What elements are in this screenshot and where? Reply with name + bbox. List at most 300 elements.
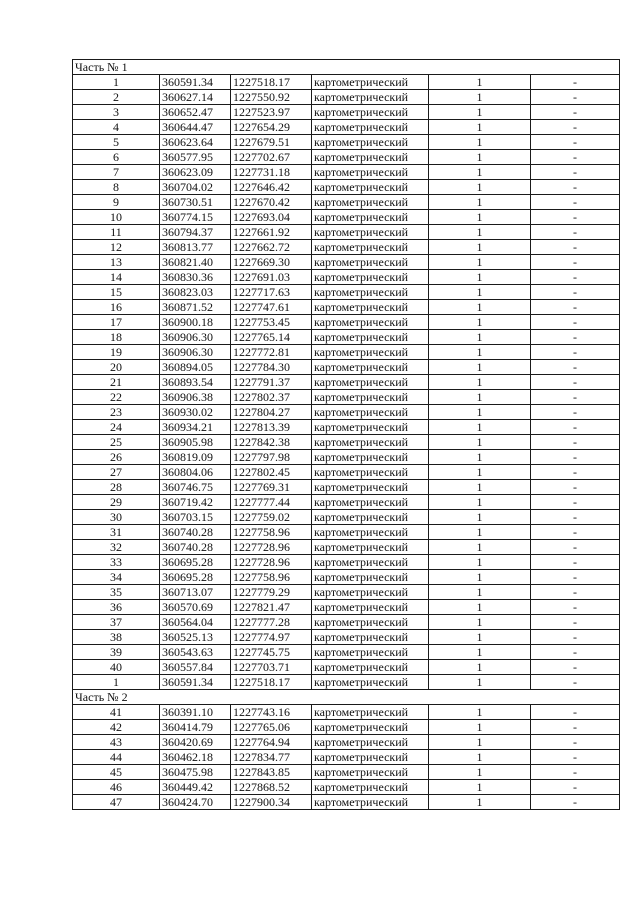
table-row bbox=[73, 360, 620, 375]
point-number-cell: 28 bbox=[73, 480, 160, 495]
y-coordinate-cell: 1227802.45 bbox=[231, 465, 312, 480]
method-cell: картометрический bbox=[312, 135, 429, 150]
table-row bbox=[73, 555, 620, 570]
point-number-cell: 25 bbox=[73, 435, 160, 450]
table-row bbox=[73, 480, 620, 495]
method-cell: картометрический bbox=[312, 315, 429, 330]
point-number-cell: 37 bbox=[73, 615, 160, 630]
description-cell: - bbox=[531, 720, 620, 735]
table-row bbox=[73, 210, 620, 225]
y-coordinate-cell: 1227646.42 bbox=[231, 180, 312, 195]
method-cell: картометрический bbox=[312, 360, 429, 375]
method-cell: картометрический bbox=[312, 525, 429, 540]
point-number-cell: 24 bbox=[73, 420, 160, 435]
y-coordinate-cell: 1227745.75 bbox=[231, 645, 312, 660]
accuracy-cell: 1 bbox=[429, 240, 531, 255]
method-cell: картометрический bbox=[312, 645, 429, 660]
y-coordinate-cell: 1227784.30 bbox=[231, 360, 312, 375]
method-cell: картометрический bbox=[312, 255, 429, 270]
table-row bbox=[73, 780, 620, 795]
point-number-cell: 42 bbox=[73, 720, 160, 735]
description-cell: - bbox=[531, 120, 620, 135]
accuracy-cell: 1 bbox=[429, 210, 531, 225]
y-coordinate-cell: 1227703.71 bbox=[231, 660, 312, 675]
method-cell: картометрический bbox=[312, 180, 429, 195]
accuracy-cell: 1 bbox=[429, 540, 531, 555]
x-coordinate-cell: 360774.15 bbox=[160, 210, 231, 225]
x-coordinate-cell: 360740.28 bbox=[160, 540, 231, 555]
x-coordinate-cell: 360543.63 bbox=[160, 645, 231, 660]
y-coordinate-cell: 1227654.29 bbox=[231, 120, 312, 135]
method-cell: картометрический bbox=[312, 150, 429, 165]
method-cell: картометрический bbox=[312, 75, 429, 90]
y-coordinate-cell: 1227791.37 bbox=[231, 375, 312, 390]
table-row bbox=[73, 180, 620, 195]
y-coordinate-cell: 1227758.96 bbox=[231, 570, 312, 585]
point-number-cell: 1 bbox=[73, 75, 160, 90]
method-cell: картометрический bbox=[312, 675, 429, 690]
x-coordinate-cell: 360871.52 bbox=[160, 300, 231, 315]
description-cell: - bbox=[531, 165, 620, 180]
description-cell: - bbox=[531, 255, 620, 270]
x-coordinate-cell: 360794.37 bbox=[160, 225, 231, 240]
table-row bbox=[73, 570, 620, 585]
y-coordinate-cell: 1227797.98 bbox=[231, 450, 312, 465]
description-cell: - bbox=[531, 360, 620, 375]
point-number-cell: 27 bbox=[73, 465, 160, 480]
point-number-cell: 23 bbox=[73, 405, 160, 420]
point-number-cell: 5 bbox=[73, 135, 160, 150]
point-number-cell: 1 bbox=[73, 675, 160, 690]
method-cell: картометрический bbox=[312, 120, 429, 135]
x-coordinate-cell: 360449.42 bbox=[160, 780, 231, 795]
x-coordinate-cell: 360704.02 bbox=[160, 180, 231, 195]
point-number-cell: 47 bbox=[73, 795, 160, 810]
coordinates-sheet bbox=[72, 59, 619, 810]
table-row bbox=[73, 135, 620, 150]
coordinates-table-body bbox=[73, 60, 620, 810]
y-coordinate-cell: 1227661.92 bbox=[231, 225, 312, 240]
x-coordinate-cell: 360713.07 bbox=[160, 585, 231, 600]
method-cell: картометрический bbox=[312, 270, 429, 285]
y-coordinate-cell: 1227759.02 bbox=[231, 510, 312, 525]
point-number-cell: 36 bbox=[73, 600, 160, 615]
table-row bbox=[73, 660, 620, 675]
point-number-cell: 15 bbox=[73, 285, 160, 300]
method-cell: картометрический bbox=[312, 660, 429, 675]
accuracy-cell: 1 bbox=[429, 270, 531, 285]
method-cell: картометрический bbox=[312, 495, 429, 510]
accuracy-cell: 1 bbox=[429, 585, 531, 600]
table-row bbox=[73, 735, 620, 750]
x-coordinate-cell: 360644.47 bbox=[160, 120, 231, 135]
point-number-cell: 7 bbox=[73, 165, 160, 180]
description-cell: - bbox=[531, 375, 620, 390]
description-cell: - bbox=[531, 510, 620, 525]
accuracy-cell: 1 bbox=[429, 360, 531, 375]
table-row bbox=[73, 150, 620, 165]
accuracy-cell: 1 bbox=[429, 630, 531, 645]
x-coordinate-cell: 360900.18 bbox=[160, 315, 231, 330]
x-coordinate-cell: 360823.03 bbox=[160, 285, 231, 300]
description-cell: - bbox=[531, 75, 620, 90]
y-coordinate-cell: 1227728.96 bbox=[231, 555, 312, 570]
description-cell: - bbox=[531, 495, 620, 510]
accuracy-cell: 1 bbox=[429, 330, 531, 345]
accuracy-cell: 1 bbox=[429, 180, 531, 195]
x-coordinate-cell: 360570.69 bbox=[160, 600, 231, 615]
table-row bbox=[73, 600, 620, 615]
accuracy-cell: 1 bbox=[429, 780, 531, 795]
description-cell: - bbox=[531, 795, 620, 810]
point-number-cell: 19 bbox=[73, 345, 160, 360]
y-coordinate-cell: 1227669.30 bbox=[231, 255, 312, 270]
y-coordinate-cell: 1227777.28 bbox=[231, 615, 312, 630]
table-row bbox=[73, 795, 620, 810]
table-row bbox=[73, 240, 620, 255]
point-number-cell: 21 bbox=[73, 375, 160, 390]
description-cell: - bbox=[531, 315, 620, 330]
table-row bbox=[73, 495, 620, 510]
point-number-cell: 22 bbox=[73, 390, 160, 405]
method-cell: картометрический bbox=[312, 540, 429, 555]
description-cell: - bbox=[531, 435, 620, 450]
y-coordinate-cell: 1227842.38 bbox=[231, 435, 312, 450]
table-row bbox=[73, 525, 620, 540]
description-cell: - bbox=[531, 105, 620, 120]
description-cell: - bbox=[531, 135, 620, 150]
y-coordinate-cell: 1227821.47 bbox=[231, 600, 312, 615]
section-title: Часть № 1 bbox=[73, 60, 620, 75]
y-coordinate-cell: 1227868.52 bbox=[231, 780, 312, 795]
y-coordinate-cell: 1227702.67 bbox=[231, 150, 312, 165]
table-row bbox=[73, 750, 620, 765]
table-row bbox=[73, 75, 620, 90]
y-coordinate-cell: 1227758.96 bbox=[231, 525, 312, 540]
accuracy-cell: 1 bbox=[429, 165, 531, 180]
point-number-cell: 18 bbox=[73, 330, 160, 345]
accuracy-cell: 1 bbox=[429, 390, 531, 405]
description-cell: - bbox=[531, 735, 620, 750]
method-cell: картометрический bbox=[312, 465, 429, 480]
method-cell: картометрический bbox=[312, 570, 429, 585]
point-number-cell: 4 bbox=[73, 120, 160, 135]
table-row bbox=[73, 450, 620, 465]
description-cell: - bbox=[531, 90, 620, 105]
point-number-cell: 38 bbox=[73, 630, 160, 645]
point-number-cell: 35 bbox=[73, 585, 160, 600]
table-row bbox=[73, 630, 620, 645]
x-coordinate-cell: 360719.42 bbox=[160, 495, 231, 510]
description-cell: - bbox=[531, 270, 620, 285]
table-row bbox=[73, 435, 620, 450]
x-coordinate-cell: 360813.77 bbox=[160, 240, 231, 255]
y-coordinate-cell: 1227769.31 bbox=[231, 480, 312, 495]
point-number-cell: 9 bbox=[73, 195, 160, 210]
point-number-cell: 3 bbox=[73, 105, 160, 120]
table-row bbox=[73, 195, 620, 210]
method-cell: картометрический bbox=[312, 765, 429, 780]
description-cell: - bbox=[531, 180, 620, 195]
description-cell: - bbox=[531, 285, 620, 300]
method-cell: картометрический bbox=[312, 615, 429, 630]
table-row bbox=[73, 375, 620, 390]
accuracy-cell: 1 bbox=[429, 795, 531, 810]
accuracy-cell: 1 bbox=[429, 105, 531, 120]
x-coordinate-cell: 360906.38 bbox=[160, 390, 231, 405]
x-coordinate-cell: 360420.69 bbox=[160, 735, 231, 750]
description-cell: - bbox=[531, 750, 620, 765]
x-coordinate-cell: 360627.14 bbox=[160, 90, 231, 105]
accuracy-cell: 1 bbox=[429, 765, 531, 780]
description-cell: - bbox=[531, 405, 620, 420]
description-cell: - bbox=[531, 660, 620, 675]
point-number-cell: 30 bbox=[73, 510, 160, 525]
y-coordinate-cell: 1227728.96 bbox=[231, 540, 312, 555]
accuracy-cell: 1 bbox=[429, 195, 531, 210]
description-cell: - bbox=[531, 645, 620, 660]
point-number-cell: 45 bbox=[73, 765, 160, 780]
method-cell: картометрический bbox=[312, 300, 429, 315]
x-coordinate-cell: 360525.13 bbox=[160, 630, 231, 645]
x-coordinate-cell: 360906.30 bbox=[160, 345, 231, 360]
table-row bbox=[73, 540, 620, 555]
method-cell: картометрический bbox=[312, 195, 429, 210]
table-row bbox=[73, 270, 620, 285]
method-cell: картометрический bbox=[312, 720, 429, 735]
table-row bbox=[73, 165, 620, 180]
description-cell: - bbox=[531, 150, 620, 165]
x-coordinate-cell: 360557.84 bbox=[160, 660, 231, 675]
x-coordinate-cell: 360414.79 bbox=[160, 720, 231, 735]
method-cell: картометрический bbox=[312, 705, 429, 720]
description-cell: - bbox=[531, 240, 620, 255]
table-row bbox=[73, 675, 620, 690]
description-cell: - bbox=[531, 390, 620, 405]
table-row bbox=[73, 285, 620, 300]
method-cell: картометрический bbox=[312, 210, 429, 225]
x-coordinate-cell: 360695.28 bbox=[160, 555, 231, 570]
y-coordinate-cell: 1227753.45 bbox=[231, 315, 312, 330]
description-cell: - bbox=[531, 195, 620, 210]
accuracy-cell: 1 bbox=[429, 150, 531, 165]
accuracy-cell: 1 bbox=[429, 285, 531, 300]
method-cell: картометрический bbox=[312, 225, 429, 240]
y-coordinate-cell: 1227550.92 bbox=[231, 90, 312, 105]
table-row bbox=[73, 345, 620, 360]
y-coordinate-cell: 1227774.97 bbox=[231, 630, 312, 645]
description-cell: - bbox=[531, 780, 620, 795]
table-row bbox=[73, 330, 620, 345]
accuracy-cell: 1 bbox=[429, 705, 531, 720]
x-coordinate-cell: 360462.18 bbox=[160, 750, 231, 765]
accuracy-cell: 1 bbox=[429, 600, 531, 615]
accuracy-cell: 1 bbox=[429, 435, 531, 450]
y-coordinate-cell: 1227717.63 bbox=[231, 285, 312, 300]
accuracy-cell: 1 bbox=[429, 405, 531, 420]
x-coordinate-cell: 360894.05 bbox=[160, 360, 231, 375]
section-header-row bbox=[73, 690, 620, 705]
method-cell: картометрический bbox=[312, 435, 429, 450]
coordinates-table bbox=[72, 59, 620, 810]
method-cell: картометрический bbox=[312, 735, 429, 750]
x-coordinate-cell: 360906.30 bbox=[160, 330, 231, 345]
point-number-cell: 2 bbox=[73, 90, 160, 105]
y-coordinate-cell: 1227779.29 bbox=[231, 585, 312, 600]
description-cell: - bbox=[531, 615, 620, 630]
x-coordinate-cell: 360905.98 bbox=[160, 435, 231, 450]
method-cell: картометрический bbox=[312, 750, 429, 765]
table-row bbox=[73, 255, 620, 270]
accuracy-cell: 1 bbox=[429, 645, 531, 660]
accuracy-cell: 1 bbox=[429, 525, 531, 540]
section-title: Часть № 2 bbox=[73, 690, 620, 705]
y-coordinate-cell: 1227765.14 bbox=[231, 330, 312, 345]
description-cell: - bbox=[531, 480, 620, 495]
point-number-cell: 11 bbox=[73, 225, 160, 240]
method-cell: картометрический bbox=[312, 405, 429, 420]
y-coordinate-cell: 1227765.06 bbox=[231, 720, 312, 735]
y-coordinate-cell: 1227518.17 bbox=[231, 675, 312, 690]
method-cell: картометрический bbox=[312, 585, 429, 600]
accuracy-cell: 1 bbox=[429, 345, 531, 360]
point-number-cell: 39 bbox=[73, 645, 160, 660]
x-coordinate-cell: 360591.34 bbox=[160, 75, 231, 90]
method-cell: картометрический bbox=[312, 90, 429, 105]
x-coordinate-cell: 360821.40 bbox=[160, 255, 231, 270]
description-cell: - bbox=[531, 765, 620, 780]
table-row bbox=[73, 465, 620, 480]
table-row bbox=[73, 90, 620, 105]
description-cell: - bbox=[531, 675, 620, 690]
x-coordinate-cell: 360695.28 bbox=[160, 570, 231, 585]
description-cell: - bbox=[531, 705, 620, 720]
x-coordinate-cell: 360740.28 bbox=[160, 525, 231, 540]
x-coordinate-cell: 360475.98 bbox=[160, 765, 231, 780]
method-cell: картометрический bbox=[312, 105, 429, 120]
table-row bbox=[73, 705, 620, 720]
accuracy-cell: 1 bbox=[429, 450, 531, 465]
method-cell: картометрический bbox=[312, 390, 429, 405]
method-cell: картометрический bbox=[312, 555, 429, 570]
table-row bbox=[73, 645, 620, 660]
x-coordinate-cell: 360391.10 bbox=[160, 705, 231, 720]
x-coordinate-cell: 360623.64 bbox=[160, 135, 231, 150]
method-cell: картометрический bbox=[312, 630, 429, 645]
point-number-cell: 32 bbox=[73, 540, 160, 555]
description-cell: - bbox=[531, 300, 620, 315]
description-cell: - bbox=[531, 540, 620, 555]
x-coordinate-cell: 360703.15 bbox=[160, 510, 231, 525]
accuracy-cell: 1 bbox=[429, 495, 531, 510]
accuracy-cell: 1 bbox=[429, 375, 531, 390]
point-number-cell: 26 bbox=[73, 450, 160, 465]
accuracy-cell: 1 bbox=[429, 420, 531, 435]
accuracy-cell: 1 bbox=[429, 300, 531, 315]
section-header-row bbox=[73, 60, 620, 75]
x-coordinate-cell: 360819.09 bbox=[160, 450, 231, 465]
point-number-cell: 17 bbox=[73, 315, 160, 330]
table-row bbox=[73, 615, 620, 630]
table-row bbox=[73, 225, 620, 240]
method-cell: картометрический bbox=[312, 165, 429, 180]
method-cell: картометрический bbox=[312, 450, 429, 465]
x-coordinate-cell: 360934.21 bbox=[160, 420, 231, 435]
y-coordinate-cell: 1227670.42 bbox=[231, 195, 312, 210]
description-cell: - bbox=[531, 630, 620, 645]
y-coordinate-cell: 1227772.81 bbox=[231, 345, 312, 360]
table-row bbox=[73, 300, 620, 315]
accuracy-cell: 1 bbox=[429, 465, 531, 480]
method-cell: картометрический bbox=[312, 510, 429, 525]
table-row bbox=[73, 585, 620, 600]
method-cell: картометрический bbox=[312, 420, 429, 435]
x-coordinate-cell: 360652.47 bbox=[160, 105, 231, 120]
accuracy-cell: 1 bbox=[429, 720, 531, 735]
description-cell: - bbox=[531, 525, 620, 540]
y-coordinate-cell: 1227747.61 bbox=[231, 300, 312, 315]
y-coordinate-cell: 1227764.94 bbox=[231, 735, 312, 750]
description-cell: - bbox=[531, 555, 620, 570]
accuracy-cell: 1 bbox=[429, 615, 531, 630]
y-coordinate-cell: 1227777.44 bbox=[231, 495, 312, 510]
method-cell: картометрический bbox=[312, 480, 429, 495]
point-number-cell: 33 bbox=[73, 555, 160, 570]
method-cell: картометрический bbox=[312, 795, 429, 810]
accuracy-cell: 1 bbox=[429, 120, 531, 135]
point-number-cell: 10 bbox=[73, 210, 160, 225]
point-number-cell: 46 bbox=[73, 780, 160, 795]
x-coordinate-cell: 360746.75 bbox=[160, 480, 231, 495]
accuracy-cell: 1 bbox=[429, 750, 531, 765]
x-coordinate-cell: 360930.02 bbox=[160, 405, 231, 420]
x-coordinate-cell: 360623.09 bbox=[160, 165, 231, 180]
accuracy-cell: 1 bbox=[429, 75, 531, 90]
accuracy-cell: 1 bbox=[429, 225, 531, 240]
method-cell: картометрический bbox=[312, 345, 429, 360]
method-cell: картометрический bbox=[312, 285, 429, 300]
point-number-cell: 12 bbox=[73, 240, 160, 255]
table-row bbox=[73, 390, 620, 405]
point-number-cell: 20 bbox=[73, 360, 160, 375]
method-cell: картометрический bbox=[312, 375, 429, 390]
x-coordinate-cell: 360424.70 bbox=[160, 795, 231, 810]
point-number-cell: 14 bbox=[73, 270, 160, 285]
accuracy-cell: 1 bbox=[429, 135, 531, 150]
description-cell: - bbox=[531, 570, 620, 585]
accuracy-cell: 1 bbox=[429, 660, 531, 675]
point-number-cell: 31 bbox=[73, 525, 160, 540]
accuracy-cell: 1 bbox=[429, 570, 531, 585]
table-row bbox=[73, 405, 620, 420]
description-cell: - bbox=[531, 585, 620, 600]
point-number-cell: 41 bbox=[73, 705, 160, 720]
y-coordinate-cell: 1227843.85 bbox=[231, 765, 312, 780]
x-coordinate-cell: 360577.95 bbox=[160, 150, 231, 165]
accuracy-cell: 1 bbox=[429, 90, 531, 105]
y-coordinate-cell: 1227802.37 bbox=[231, 390, 312, 405]
table-row bbox=[73, 420, 620, 435]
accuracy-cell: 1 bbox=[429, 675, 531, 690]
y-coordinate-cell: 1227518.17 bbox=[231, 75, 312, 90]
description-cell: - bbox=[531, 210, 620, 225]
table-row bbox=[73, 105, 620, 120]
accuracy-cell: 1 bbox=[429, 735, 531, 750]
table-row bbox=[73, 765, 620, 780]
point-number-cell: 13 bbox=[73, 255, 160, 270]
x-coordinate-cell: 360564.04 bbox=[160, 615, 231, 630]
accuracy-cell: 1 bbox=[429, 555, 531, 570]
